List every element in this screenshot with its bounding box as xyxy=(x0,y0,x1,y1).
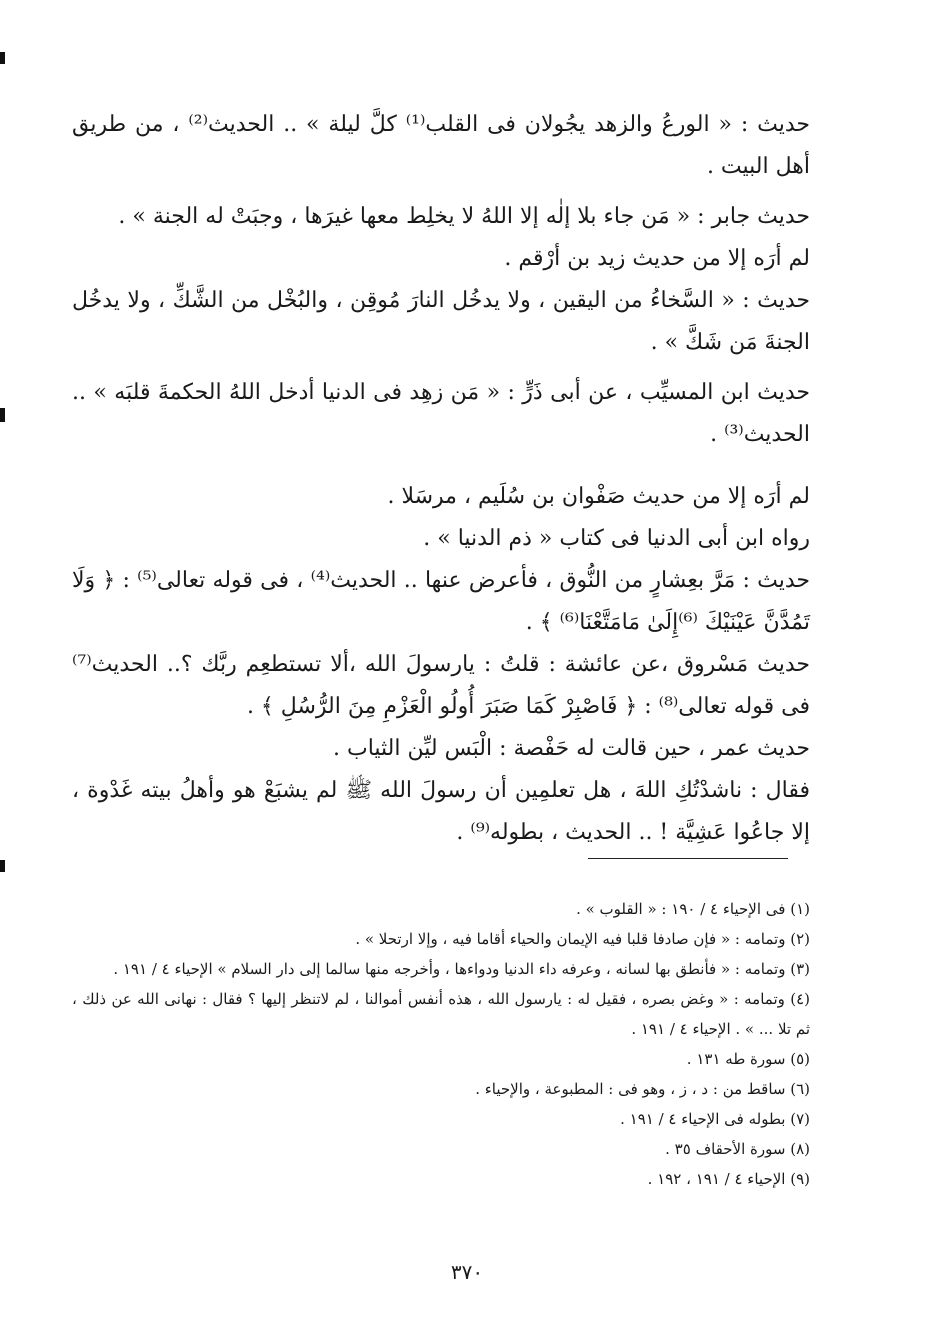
footnote-1: (١) فى الإحياء ٤ / ١٩٠ : « القلوب » . xyxy=(576,900,810,918)
paragraph-source-ibn-abi-dunya: رواه ابن أبى الدنيا فى كتاب « ذم الدنيا » . xyxy=(423,526,810,551)
paragraph-hadith-sakha: حديث : « السَّخاءُ من اليقين ، ولا يدخُل النارَ مُوقِن ، والبُخْل من الشَّكِّ ، ولا يدخُل الجنةَ مَن شَكَّ » . xyxy=(72,288,810,355)
footnote-7: (٧) بطوله فى الإحياء ٤ / ١٩١ . xyxy=(620,1110,810,1128)
scan-edge-mark-middle xyxy=(0,408,5,422)
footnote-separator xyxy=(588,858,788,859)
footnote-5: (٥) سورة طه ١٣١ . xyxy=(686,1050,810,1068)
paragraph-hadith-wara: حديث : « الورعُ والزهد يجُولان فى القلب⁽¹⁾ كلَّ ليلة » .. الحديث⁽²⁾ ، من طريق أهل البيت . xyxy=(72,112,810,179)
footnotes-block xyxy=(72,894,810,1194)
footnote-3: (٣) وتمامه : « فأنطق بها لسانه ، وعرفه داء الدنيا ودواءها ، وأخرجه منها سالما إلى دار السلام » الإحياء ٤ / ١٩١ . xyxy=(113,960,810,978)
scan-edge-mark-top xyxy=(0,52,5,64)
paragraph-hadith-masruq: حديث مَسْروق ،عن عائشة : قلتُ : يارسولَ الله ،ألا تستطعِم ربَّك ؟.. الحديث⁽⁷⁾ فى قوله تعالى⁽⁸⁾ : ﴿ فَاصْبِرْ كَمَا صَبَرَ أُولُو الْعَزْمِ مِنَ الرُّسُلِ ﴾ . xyxy=(72,652,810,719)
page-number: ٣٧٠ xyxy=(450,1260,484,1284)
paragraph-hadith-ibn-musayyab: حديث ابن المسيِّب ، عن أبى ذَرٍّ : « مَن زهِد فى الدنيا أدخل اللهُ الحكمةَ قلبَه » .. الحديث⁽³⁾ . xyxy=(72,380,810,447)
paragraph-hadith-umar: حديث عمر ، حين قالت له حَفْصة : الْبَس ليِّن الثياب . xyxy=(333,736,810,761)
footnote-4: (٤) وتمامه : « وغض بصره ، فقيل له : يارسول الله ، هذه أنفس أموالنا ، لم لاتنظر إليها ؟ فقال : نهانى الله عن ذلك ، ثم تلا ... » . الإحياء ٤ / ١٩١ . xyxy=(72,990,810,1038)
footnote-9: (٩) الإحياء ٤ / ١٩١ ، ١٩٢ . xyxy=(647,1170,810,1188)
paragraph-hadith-umar-continued: فقال : ناشدْتُكِ اللهَ ، هل تعلمِين أن رسولَ الله ﷺ لم يشبَعْ هو وأهلُ بيته غَدْوة ، إلا جاعُوا عَشِيَّة ! .. الحديث ، بطوله⁽⁹⁾ . xyxy=(72,778,810,845)
paragraph-hadith-ishar: حديث : مَرَّ بعِشارٍ من النُّوق ، فأعرض عنها .. الحديث⁽⁴⁾ ، فى قوله تعالى⁽⁵⁾ : ﴿ وَلَا تَمُدَّنَّ عَيْنَيْكَ ⁽⁶⁾إِلَىٰ مَامَتَّعْنَا⁽⁶⁾ ﴾ . xyxy=(72,568,810,635)
paragraph-hadith-jabir: حديث جابر : « مَن جاء بلا إلٰه إلا اللهُ لا يخلِط معها غيرَها ، وجبَتْ له الجنة » . xyxy=(118,204,810,229)
footnote-2: (٢) وتمامه : « فإن صادفا قلبا فيه الإيمان والحياء أقاما فيه ، وإلا ارتحلا » . xyxy=(355,930,810,948)
footnote-8: (٨) سورة الأحقاف ٣٥ . xyxy=(665,1140,810,1158)
paragraph-source-zayd: لم أرَه إلا من حديث زيد بن أرْقم . xyxy=(504,246,810,271)
footnote-6: (٦) ساقط من : د ، ز ، وهو فى : المطبوعة ، والإحياء . xyxy=(475,1080,810,1098)
main-text-block xyxy=(72,104,810,854)
scan-edge-mark-bottom xyxy=(0,860,5,872)
paragraph-source-safwan: لم أرَه إلا من حديث صَفْوان بن سُلَيم ، مرسَلا . xyxy=(387,484,810,509)
